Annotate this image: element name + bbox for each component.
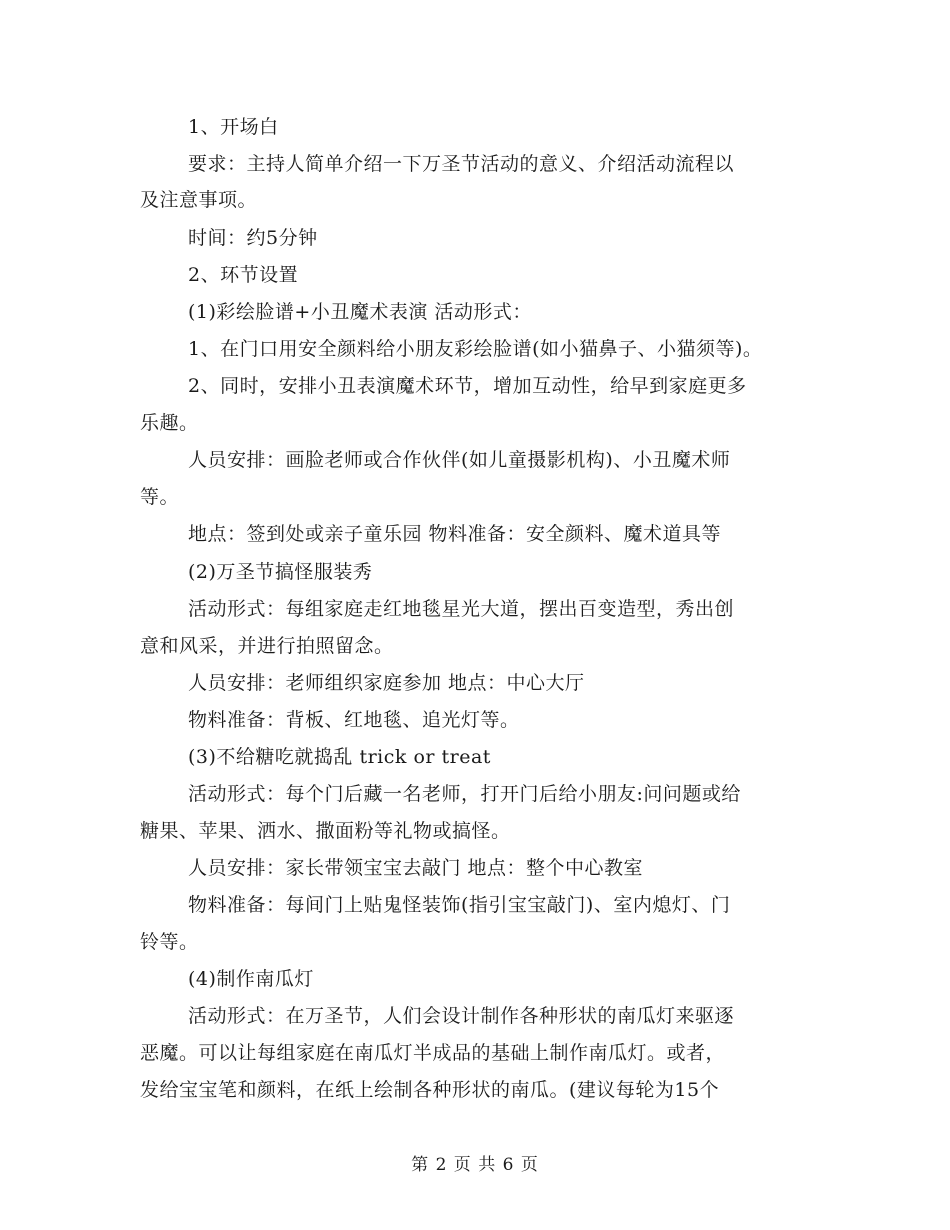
paragraph-line: 地点：签到处或亲子童乐园 物料准备：安全颜料、魔术道具等: [188, 523, 722, 545]
paragraph-line: 物料准备：每间门上贴鬼怪装饰(指引宝宝敲门)、室内熄灯、门: [188, 894, 731, 916]
paragraph-line: 人员安排：家长带领宝宝去敲门 地点：整个中心教室: [188, 857, 644, 879]
paragraph-line: 要求：主持人简单介绍一下万圣节活动的意义、介绍活动流程以: [188, 153, 735, 175]
paragraph-line: 物料准备：背板、红地毯、追光灯等。: [188, 709, 520, 731]
paragraph-line: 铃等。: [140, 931, 199, 953]
paragraph-line: 及注意事项。: [140, 189, 258, 211]
paragraph-line: 人员安排：画脸老师或合作伙伴(如儿童摄影机构)、小丑魔术师: [188, 449, 731, 471]
paragraph-line: 活动形式：每组家庭走红地毯星光大道，摆出百变造型，秀出创: [188, 598, 735, 620]
paragraph-line: 2、同时，安排小丑表演魔术环节，增加互动性，给早到家庭更多: [188, 375, 747, 397]
paragraph-line: 乐趣。: [140, 412, 199, 434]
paragraph-line: 发给宝宝笔和颜料，在纸上绘制各种形状的南瓜。(建议每轮为15个: [140, 1079, 720, 1101]
paragraph-line: 2、环节设置: [188, 264, 299, 286]
paragraph-line: 意和风采，并进行拍照留念。: [140, 635, 394, 657]
paragraph-line: 时间：约5分钟: [188, 227, 318, 249]
paragraph-line: (1)彩绘脸谱+小丑魔术表演 活动形式：: [188, 301, 532, 323]
paragraph-line: 活动形式：在万圣节，人们会设计制作各种形状的南瓜灯来驱逐: [188, 1005, 735, 1027]
paragraph-line: (3)不给糖吃就捣乱 trick or treat: [188, 746, 491, 768]
paragraph-line: 人员安排：老师组织家庭参加 地点：中心大厅: [188, 672, 585, 694]
paragraph-line: 等。: [140, 486, 180, 508]
paragraph-line: 活动形式：每个门后藏一名老师，打开门后给小朋友:问问题或给: [188, 783, 741, 805]
paragraph-line: 1、在门口用安全颜料给小朋友彩绘脸谱(如小猫鼻子、小猫须等)。: [188, 338, 763, 360]
paragraph-line: 1、开场白: [188, 116, 279, 138]
paragraph-line: (2)万圣节搞怪服装秀: [188, 561, 373, 583]
paragraph-line: 糖果、苹果、洒水、撒面粉等礼物或搞怪。: [140, 820, 511, 842]
page-number-footer: 第 2 页 共 6 页: [411, 1155, 539, 1175]
paragraph-line: 恶魔。可以让每组家庭在南瓜灯半成品的基础上制作南瓜灯。或者，: [140, 1042, 726, 1064]
paragraph-line: (4)制作南瓜灯: [188, 968, 314, 990]
